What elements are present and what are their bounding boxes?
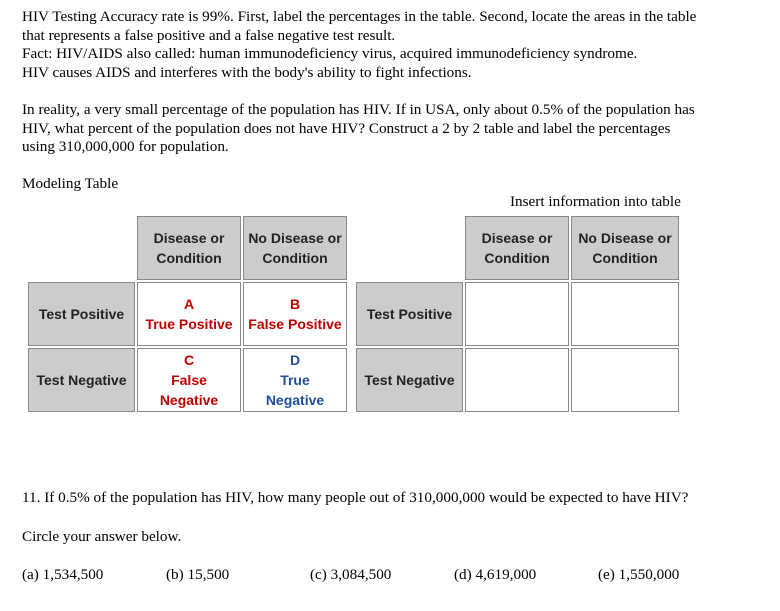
insert-cell-negative-disease[interactable]	[465, 348, 569, 412]
intro-line: HIV causes AIDS and interferes with the body's ability to fight infections.	[22, 63, 472, 81]
choice-c[interactable]: (c) 3,084,500	[310, 566, 392, 583]
insert-cell-negative-no-disease[interactable]	[571, 348, 679, 412]
insert-row-test-positive: Test Positive	[356, 282, 463, 346]
insert-cell-positive-disease[interactable]	[465, 282, 569, 346]
insert-header-no-disease: No Disease or Condition	[571, 216, 679, 280]
modeling-header-disease: Disease or Condition	[137, 216, 241, 280]
question-instruction: Circle your answer below.	[22, 528, 182, 545]
intro-line: Fact: HIV/AIDS also called: human immunodeficiency virus, acquired immunodeficiency syndrome.	[22, 45, 638, 62]
cell-d-true-negative: D True Negative	[243, 348, 347, 412]
cell-b-false-positive: B False Positive	[243, 282, 347, 346]
insert-header-disease: Disease or Condition	[465, 216, 569, 280]
modeling-row-test-negative: Test Negative	[28, 348, 135, 412]
question-text: 11. If 0.5% of the population has HIV, how many people out of 310,000,000 would be expected to have HIV?	[22, 489, 689, 506]
problem-line: HIV, what percent of the population does not have HIV? Construct a 2 by 2 table and label the percentages	[22, 119, 671, 137]
problem-line: using 310,000,000 for population.	[22, 138, 229, 155]
insert-row-test-negative: Test Negative	[356, 348, 463, 412]
choice-a[interactable]: (a) 1,534,500	[22, 566, 104, 583]
modeling-row-test-positive: Test Positive	[28, 282, 135, 346]
choice-d[interactable]: (d) 4,619,000	[454, 566, 537, 583]
intro-paragraph	[22, 8, 762, 82]
problem-line: In reality, a very small percentage of the population has HIV. If in USA, only about 0.5% of the population has	[22, 101, 695, 118]
problem-paragraph	[22, 101, 762, 157]
insert-table-label: Insert information into table	[510, 193, 681, 210]
choice-e[interactable]: (e) 1,550,000	[598, 566, 680, 583]
choice-b[interactable]: (b) 15,500	[166, 566, 230, 583]
insert-cell-positive-no-disease[interactable]	[571, 282, 679, 346]
modeling-header-no-disease: No Disease or Condition	[243, 216, 347, 280]
cell-c-false-negative: C False Negative	[137, 348, 241, 412]
cell-a-true-positive: A True Positive	[137, 282, 241, 346]
intro-line: that represents a false positive and a false negative test result.	[22, 26, 396, 44]
intro-line: HIV Testing Accuracy rate is 99%. First, label the percentages in the table. Second, locate the areas in the table	[22, 8, 697, 25]
modeling-table-label: Modeling Table	[22, 175, 119, 192]
